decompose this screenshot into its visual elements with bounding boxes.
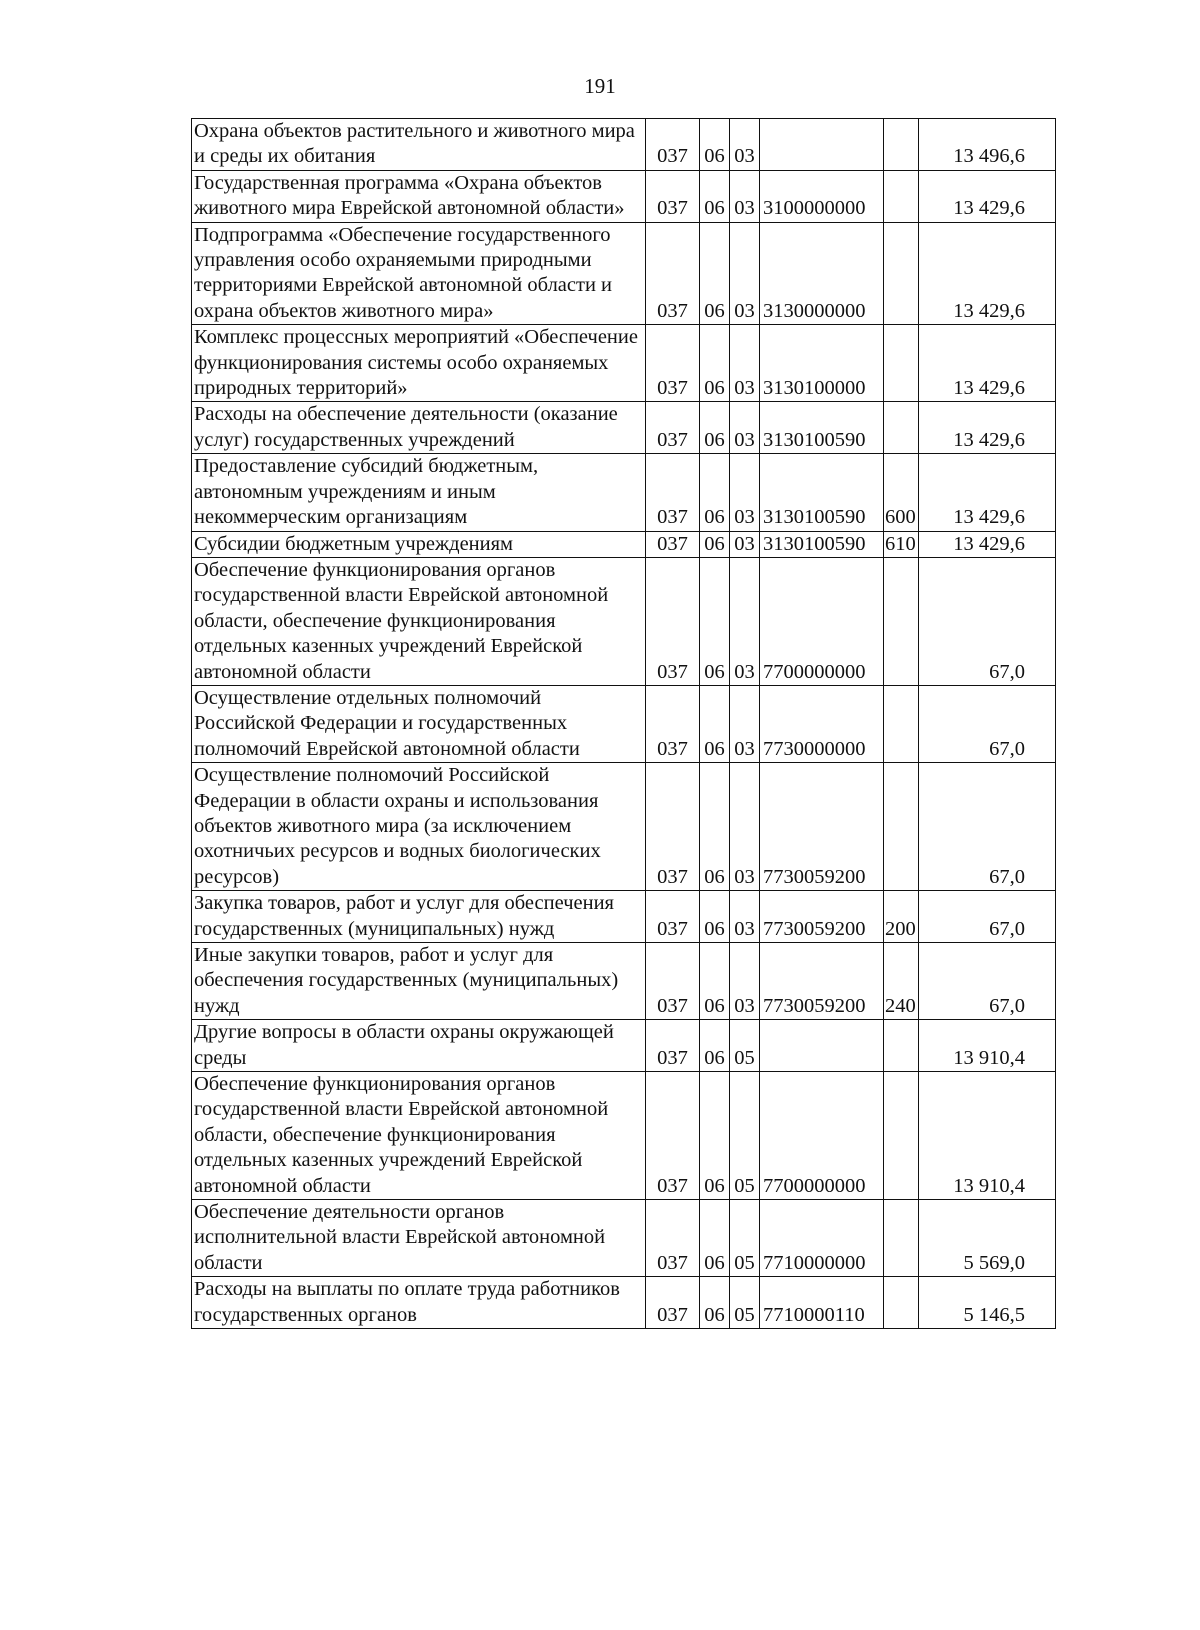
amount: 5 146,5 bbox=[919, 1277, 1056, 1329]
target-article-code bbox=[760, 119, 884, 171]
grbs-code: 037 bbox=[646, 943, 700, 1020]
expense-type-code: 200 bbox=[884, 891, 919, 943]
table-row bbox=[192, 454, 1056, 531]
row-description: Осуществление полномочий Российской Федерации в области охраны и использования объектов животного мира (за исключением охотничьих ресурсов и водных биологических ресурсов) bbox=[192, 763, 646, 891]
section-code: 06 bbox=[700, 1020, 730, 1072]
amount: 13 429,6 bbox=[919, 454, 1056, 531]
target-article-code: 7700000000 bbox=[760, 557, 884, 685]
target-article-code: 3130000000 bbox=[760, 222, 884, 325]
grbs-code: 037 bbox=[646, 891, 700, 943]
section-code: 06 bbox=[700, 222, 730, 325]
section-code: 06 bbox=[700, 325, 730, 402]
table-row bbox=[192, 891, 1056, 943]
amount: 5 569,0 bbox=[919, 1200, 1056, 1277]
row-description: Предоставление субсидий бюджетным, автономным учреждениям и иным некоммерческим организациям bbox=[192, 454, 646, 531]
amount: 13 910,4 bbox=[919, 1020, 1056, 1072]
table-row bbox=[192, 222, 1056, 325]
subsection-code: 03 bbox=[730, 454, 760, 531]
target-article-code: 7730000000 bbox=[760, 685, 884, 762]
target-article-code: 3100000000 bbox=[760, 170, 884, 222]
section-code: 06 bbox=[700, 1277, 730, 1329]
grbs-code: 037 bbox=[646, 1277, 700, 1329]
subsection-code: 05 bbox=[730, 1200, 760, 1277]
section-code: 06 bbox=[700, 170, 730, 222]
target-article-code bbox=[760, 1020, 884, 1072]
subsection-code: 05 bbox=[730, 1072, 760, 1200]
row-description: Подпрограмма «Обеспечение государственного управления особо охраняемыми природными территориями Еврейской автономной области и охрана объектов животного мира» bbox=[192, 222, 646, 325]
table-row bbox=[192, 685, 1056, 762]
row-description: Иные закупки товаров, работ и услуг для обеспечения государственных (муниципальных) нужд bbox=[192, 943, 646, 1020]
target-article-code: 7700000000 bbox=[760, 1072, 884, 1200]
table-row bbox=[192, 325, 1056, 402]
subsection-code: 03 bbox=[730, 325, 760, 402]
row-description: Расходы на обеспечение деятельности (оказание услуг) государственных учреждений bbox=[192, 402, 646, 454]
row-description: Охрана объектов растительного и животного мира и среды их обитания bbox=[192, 119, 646, 171]
row-description: Обеспечение функционирования органов государственной власти Еврейской автономной области, обеспечение функционирования отдельных казенных учреждений Еврейской автономной области bbox=[192, 557, 646, 685]
grbs-code: 037 bbox=[646, 1020, 700, 1072]
table-body bbox=[192, 119, 1056, 1329]
grbs-code: 037 bbox=[646, 1200, 700, 1277]
subsection-code: 03 bbox=[730, 170, 760, 222]
table-row bbox=[192, 402, 1056, 454]
budget-table bbox=[191, 118, 1056, 1329]
grbs-code: 037 bbox=[646, 763, 700, 891]
expense-type-code bbox=[884, 170, 919, 222]
section-code: 06 bbox=[700, 763, 730, 891]
amount: 13 910,4 bbox=[919, 1072, 1056, 1200]
subsection-code: 03 bbox=[730, 685, 760, 762]
amount: 13 496,6 bbox=[919, 119, 1056, 171]
grbs-code: 037 bbox=[646, 119, 700, 171]
section-code: 06 bbox=[700, 454, 730, 531]
row-description: Комплекс процессных мероприятий «Обеспечение функционирования системы особо охраняемых природных территорий» bbox=[192, 325, 646, 402]
expense-type-code bbox=[884, 222, 919, 325]
grbs-code: 037 bbox=[646, 222, 700, 325]
expense-type-code bbox=[884, 1200, 919, 1277]
table-row bbox=[192, 1277, 1056, 1329]
subsection-code: 03 bbox=[730, 531, 760, 557]
expense-type-code bbox=[884, 557, 919, 685]
table-row bbox=[192, 1200, 1056, 1277]
table-row bbox=[192, 531, 1056, 557]
grbs-code: 037 bbox=[646, 685, 700, 762]
row-description: Государственная программа «Охрана объектов животного мира Еврейской автономной области» bbox=[192, 170, 646, 222]
target-article-code: 7730059200 bbox=[760, 891, 884, 943]
expense-type-code bbox=[884, 1277, 919, 1329]
target-article-code: 3130100590 bbox=[760, 402, 884, 454]
row-description: Обеспечение функционирования органов государственной власти Еврейской автономной области, обеспечение функционирования отдельных казенных учреждений Еврейской автономной области bbox=[192, 1072, 646, 1200]
grbs-code: 037 bbox=[646, 170, 700, 222]
expense-type-code: 610 bbox=[884, 531, 919, 557]
section-code: 06 bbox=[700, 685, 730, 762]
section-code: 06 bbox=[700, 1072, 730, 1200]
amount: 13 429,6 bbox=[919, 402, 1056, 454]
expense-type-code bbox=[884, 1072, 919, 1200]
expense-type-code: 600 bbox=[884, 454, 919, 531]
target-article-code: 3130100000 bbox=[760, 325, 884, 402]
subsection-code: 03 bbox=[730, 222, 760, 325]
target-article-code: 3130100590 bbox=[760, 531, 884, 557]
expense-type-code bbox=[884, 1020, 919, 1072]
amount: 67,0 bbox=[919, 943, 1056, 1020]
subsection-code: 05 bbox=[730, 1020, 760, 1072]
table-row bbox=[192, 557, 1056, 685]
grbs-code: 037 bbox=[646, 454, 700, 531]
table-row bbox=[192, 1020, 1056, 1072]
expense-type-code bbox=[884, 402, 919, 454]
grbs-code: 037 bbox=[646, 1072, 700, 1200]
grbs-code: 037 bbox=[646, 402, 700, 454]
amount: 13 429,6 bbox=[919, 531, 1056, 557]
table-row bbox=[192, 119, 1056, 171]
amount: 67,0 bbox=[919, 891, 1056, 943]
amount: 67,0 bbox=[919, 557, 1056, 685]
table-row bbox=[192, 170, 1056, 222]
section-code: 06 bbox=[700, 402, 730, 454]
section-code: 06 bbox=[700, 119, 730, 171]
row-description: Другие вопросы в области охраны окружающей среды bbox=[192, 1020, 646, 1072]
table-row bbox=[192, 763, 1056, 891]
row-description: Закупка товаров, работ и услуг для обеспечения государственных (муниципальных) нужд bbox=[192, 891, 646, 943]
subsection-code: 03 bbox=[730, 943, 760, 1020]
grbs-code: 037 bbox=[646, 557, 700, 685]
subsection-code: 03 bbox=[730, 763, 760, 891]
target-article-code: 7730059200 bbox=[760, 763, 884, 891]
table-row bbox=[192, 1072, 1056, 1200]
target-article-code: 3130100590 bbox=[760, 454, 884, 531]
expense-type-code: 240 bbox=[884, 943, 919, 1020]
row-description: Расходы на выплаты по оплате труда работников государственных органов bbox=[192, 1277, 646, 1329]
row-description: Обеспечение деятельности органов исполнительной власти Еврейской автономной области bbox=[192, 1200, 646, 1277]
expense-type-code bbox=[884, 325, 919, 402]
amount: 13 429,6 bbox=[919, 325, 1056, 402]
amount: 67,0 bbox=[919, 763, 1056, 891]
target-article-code: 7710000110 bbox=[760, 1277, 884, 1329]
subsection-code: 03 bbox=[730, 557, 760, 685]
subsection-code: 05 bbox=[730, 1277, 760, 1329]
amount: 67,0 bbox=[919, 685, 1056, 762]
expense-type-code bbox=[884, 685, 919, 762]
section-code: 06 bbox=[700, 1200, 730, 1277]
target-article-code: 7730059200 bbox=[760, 943, 884, 1020]
section-code: 06 bbox=[700, 943, 730, 1020]
row-description: Субсидии бюджетным учреждениям bbox=[192, 531, 646, 557]
subsection-code: 03 bbox=[730, 119, 760, 171]
grbs-code: 037 bbox=[646, 531, 700, 557]
expense-type-code bbox=[884, 119, 919, 171]
subsection-code: 03 bbox=[730, 891, 760, 943]
table-row bbox=[192, 943, 1056, 1020]
target-article-code: 7710000000 bbox=[760, 1200, 884, 1277]
row-description: Осуществление отдельных полномочий Российской Федерации и государственных полномочий Еврейской автономной области bbox=[192, 685, 646, 762]
expense-type-code bbox=[884, 763, 919, 891]
section-code: 06 bbox=[700, 891, 730, 943]
section-code: 06 bbox=[700, 557, 730, 685]
page-number: 191 bbox=[584, 74, 616, 98]
subsection-code: 03 bbox=[730, 402, 760, 454]
amount: 13 429,6 bbox=[919, 222, 1056, 325]
amount: 13 429,6 bbox=[919, 170, 1056, 222]
grbs-code: 037 bbox=[646, 325, 700, 402]
section-code: 06 bbox=[700, 531, 730, 557]
